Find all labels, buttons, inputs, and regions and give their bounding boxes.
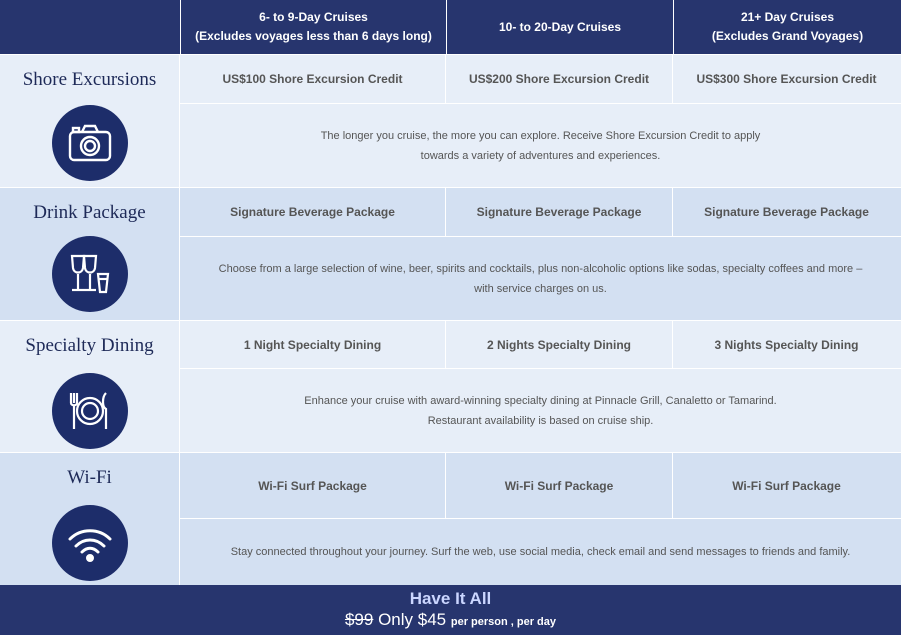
benefit-cell: 2 Nights Specialty Dining	[445, 321, 672, 368]
banner-title: Have It All	[409, 589, 492, 608]
section-wifi	[0, 452, 901, 585]
drinks-icon	[52, 236, 128, 312]
section-content	[180, 188, 901, 320]
section-specialty-dining	[0, 320, 901, 452]
section-drink-package	[0, 187, 901, 320]
benefit-cell: Wi-Fi Surf Package	[672, 453, 900, 518]
benefit-row	[180, 321, 901, 369]
offer-price: Only $45	[378, 610, 447, 629]
have-it-all-banner	[0, 585, 901, 635]
section-content	[180, 321, 901, 452]
dining-icon	[52, 373, 128, 449]
section-description: Stay connected throughout your journey. Surf the web, use social media, check email and send messages to friends and family.	[230, 546, 851, 558]
section-title: Drink Package	[33, 202, 146, 223]
section-description: Choose from a large selection of wine, beer, spirits and cocktails, plus non-alcoholic options like sodas, specialty coffees and more – with service charges on us.	[218, 262, 863, 295]
benefit-cell: 1 Night Specialty Dining	[243, 337, 382, 352]
price-unit: per person , per day	[450, 616, 557, 628]
camera-icon	[52, 105, 128, 181]
old-price: $99	[344, 610, 374, 629]
section-title: Shore Excursions	[22, 69, 157, 90]
section-description: Enhance your cruise with award-winning specialty dining at Pinnacle Grill, Canaletto or Tamarind. Restaurant availability is based on cruise ship.	[304, 394, 777, 427]
benefit-row	[180, 55, 901, 104]
benefit-cell: Wi-Fi Surf Package	[258, 478, 367, 493]
section-description: The longer you cruise, the more you can explore. Receive Shore Excursion Credit to apply towards a variety of adventures and experiences.	[320, 129, 761, 162]
section-label	[0, 188, 180, 320]
section-title: Wi-Fi	[67, 467, 112, 488]
benefit-cell: Wi-Fi Surf Package	[445, 453, 672, 518]
benefit-cell: US$300 Shore Excursion Credit	[672, 55, 900, 103]
section-content	[180, 453, 901, 585]
section-shore-excursions	[0, 54, 901, 187]
section-label	[0, 321, 180, 452]
header-col-6-9-day: 6- to 9-Day Cruises (Excludes voyages less than 6 days long)	[180, 0, 446, 54]
section-title: Specialty Dining	[25, 335, 154, 356]
benefit-cell: US$100 Shore Excursion Credit	[222, 72, 403, 86]
benefit-row	[180, 188, 901, 237]
header-col-10-20-day: 10- to 20-Day Cruises	[446, 0, 673, 54]
benefit-cell: Signature Beverage Package	[445, 188, 672, 236]
benefit-cell: Signature Beverage Package	[672, 188, 900, 236]
benefit-row	[180, 453, 901, 519]
section-content	[180, 55, 901, 187]
wifi-icon	[52, 505, 128, 581]
section-label	[0, 453, 180, 585]
header-col-21-plus-day: 21+ Day Cruises (Excludes Grand Voyages)	[673, 0, 901, 54]
benefit-cell: Signature Beverage Package	[230, 205, 395, 219]
header-corner	[0, 0, 180, 54]
table-header	[0, 0, 901, 54]
benefit-cell: US$200 Shore Excursion Credit	[445, 55, 672, 103]
section-label	[0, 55, 180, 187]
benefit-cell: 3 Nights Specialty Dining	[672, 321, 900, 368]
banner-price	[0, 609, 901, 633]
